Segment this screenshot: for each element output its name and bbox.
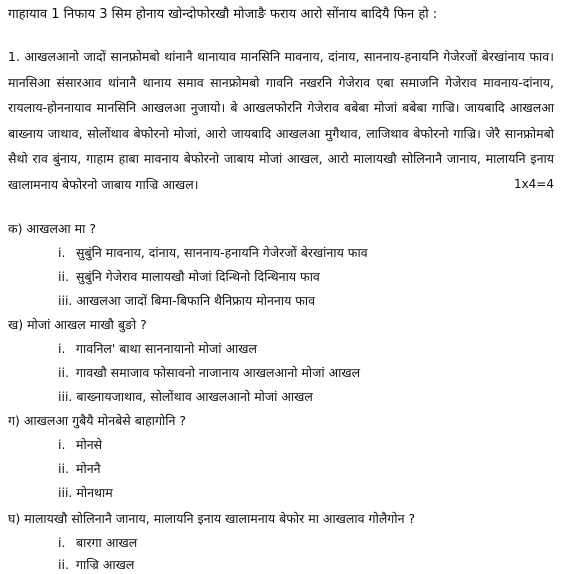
option-text: गाज्रि आखल [76, 557, 135, 572]
question-ka-option-2 [58, 268, 320, 286]
option-number: iii. [58, 293, 73, 308]
option-text: मोनथाम [76, 485, 113, 500]
passage-text: आखलआनो जादों सानफ्रोमबो थांनानै थानायाव मानसिनि मावनाय, दांनाय, साननाय-हनायनि गेजेरजों बेरखांनाय फाव। मानसिआ संसारआव थांनानै थानाय समाव सानफ्रोमबो गावनि नखरनि गेजेराव एबा समाजनि गेजेराव मावनाय-दांनाय, रायलाय-होननायाव मानसिनि आखलआ नुजायो। बे आखलफोरनि गेजेराव बबेबा मोजां बबेबा गाज्रि। जायबादि आखलआ बाख्नाय जाथाव, सोलोंथाव बेफोरनो मोजां, आरो जायबादि आखलआ मुगैथाव, लाजिथाव बेफोरनो गाज्रि। जेरै सानफ्रोमबो सैथो राव बुंनाय, गाहाम हाबा मावनाय बेफोरनो जाबाय मोजां आखल, आरो मालायखौ सोलिनानै जानाय, मालायनि इनाय खालामनाय बेफोरनो जाबाय गाज्रि आखल। [8, 49, 554, 192]
question-kha: ख) मोजां आखल माखौ बुङो ? [8, 317, 147, 332]
question-ka-option-1 [58, 244, 368, 262]
option-text: गावनिल' बाथा साननायानो मोजां आखल [76, 341, 257, 356]
option-text: गावखौ समाजाव फोसावनो नाजानाय आखलआनो मोजां आखल [76, 365, 361, 380]
option-number: ii. [58, 269, 69, 284]
question-ka: क) आखलआ मा ? [8, 221, 96, 236]
question-gha-option-1 [58, 534, 137, 552]
option-number: iii. [58, 389, 73, 404]
question-kha-option-2 [58, 364, 360, 382]
option-text: बारगा आखल [76, 535, 138, 550]
question-gha-option-2 [58, 556, 134, 574]
option-text: बाख्नायजाथाव, सोलोंथाव आखलआनो मोजां आखल [76, 389, 313, 404]
question-gha: घ) मालायखौ सोलिनानै जानाय, मालायनि इनाय खालामनाय बेफोर मा आखलाव गोलैगोन ? [8, 511, 416, 526]
option-number: i. [58, 245, 66, 260]
option-number: ii. [58, 557, 69, 572]
question-ga-option-1 [58, 436, 102, 454]
option-number: i. [58, 437, 66, 452]
question-kha-option-1 [58, 340, 257, 358]
option-number: i. [58, 341, 66, 356]
marks-label: 1x4=4 [513, 176, 554, 191]
question-kha-option-3 [58, 388, 313, 406]
question-ga-option-2 [58, 460, 101, 478]
option-number: iii. [58, 485, 73, 500]
option-text: आखलआ जादों बिमा-बिफानि थैनिफ्राय मोननाय फाव [76, 293, 316, 308]
question-ga-option-3 [58, 484, 113, 502]
option-text: मोननै [76, 461, 101, 476]
question-ga: ग) आखलआ गुबैयै मोनबेसे बाहागोनि ? [8, 413, 187, 428]
option-number: ii. [58, 461, 69, 476]
option-number: i. [58, 535, 66, 550]
question-ka-option-3 [58, 292, 315, 310]
passage-number: 1. [8, 49, 20, 64]
option-number: ii. [58, 365, 69, 380]
passage-paragraph [8, 44, 554, 197]
option-text: मोनसे [76, 437, 103, 452]
option-text: सुबुंनि गेजेराव मालायखौ मोजां दिन्थिनो दिन्थिनाय फाव [76, 269, 320, 284]
instruction-text: गाहायाव 1 निफाय 3 सिम होनाय खोन्दोफोरखौ मोजाङै फराय आरो सोंनाय बादियै फिन हो : [8, 7, 438, 22]
option-text: सुबुंनि मावनाय, दांनाय, साननाय-हनायनि गेजेरजों बेरखांनाय फाव [76, 245, 368, 260]
